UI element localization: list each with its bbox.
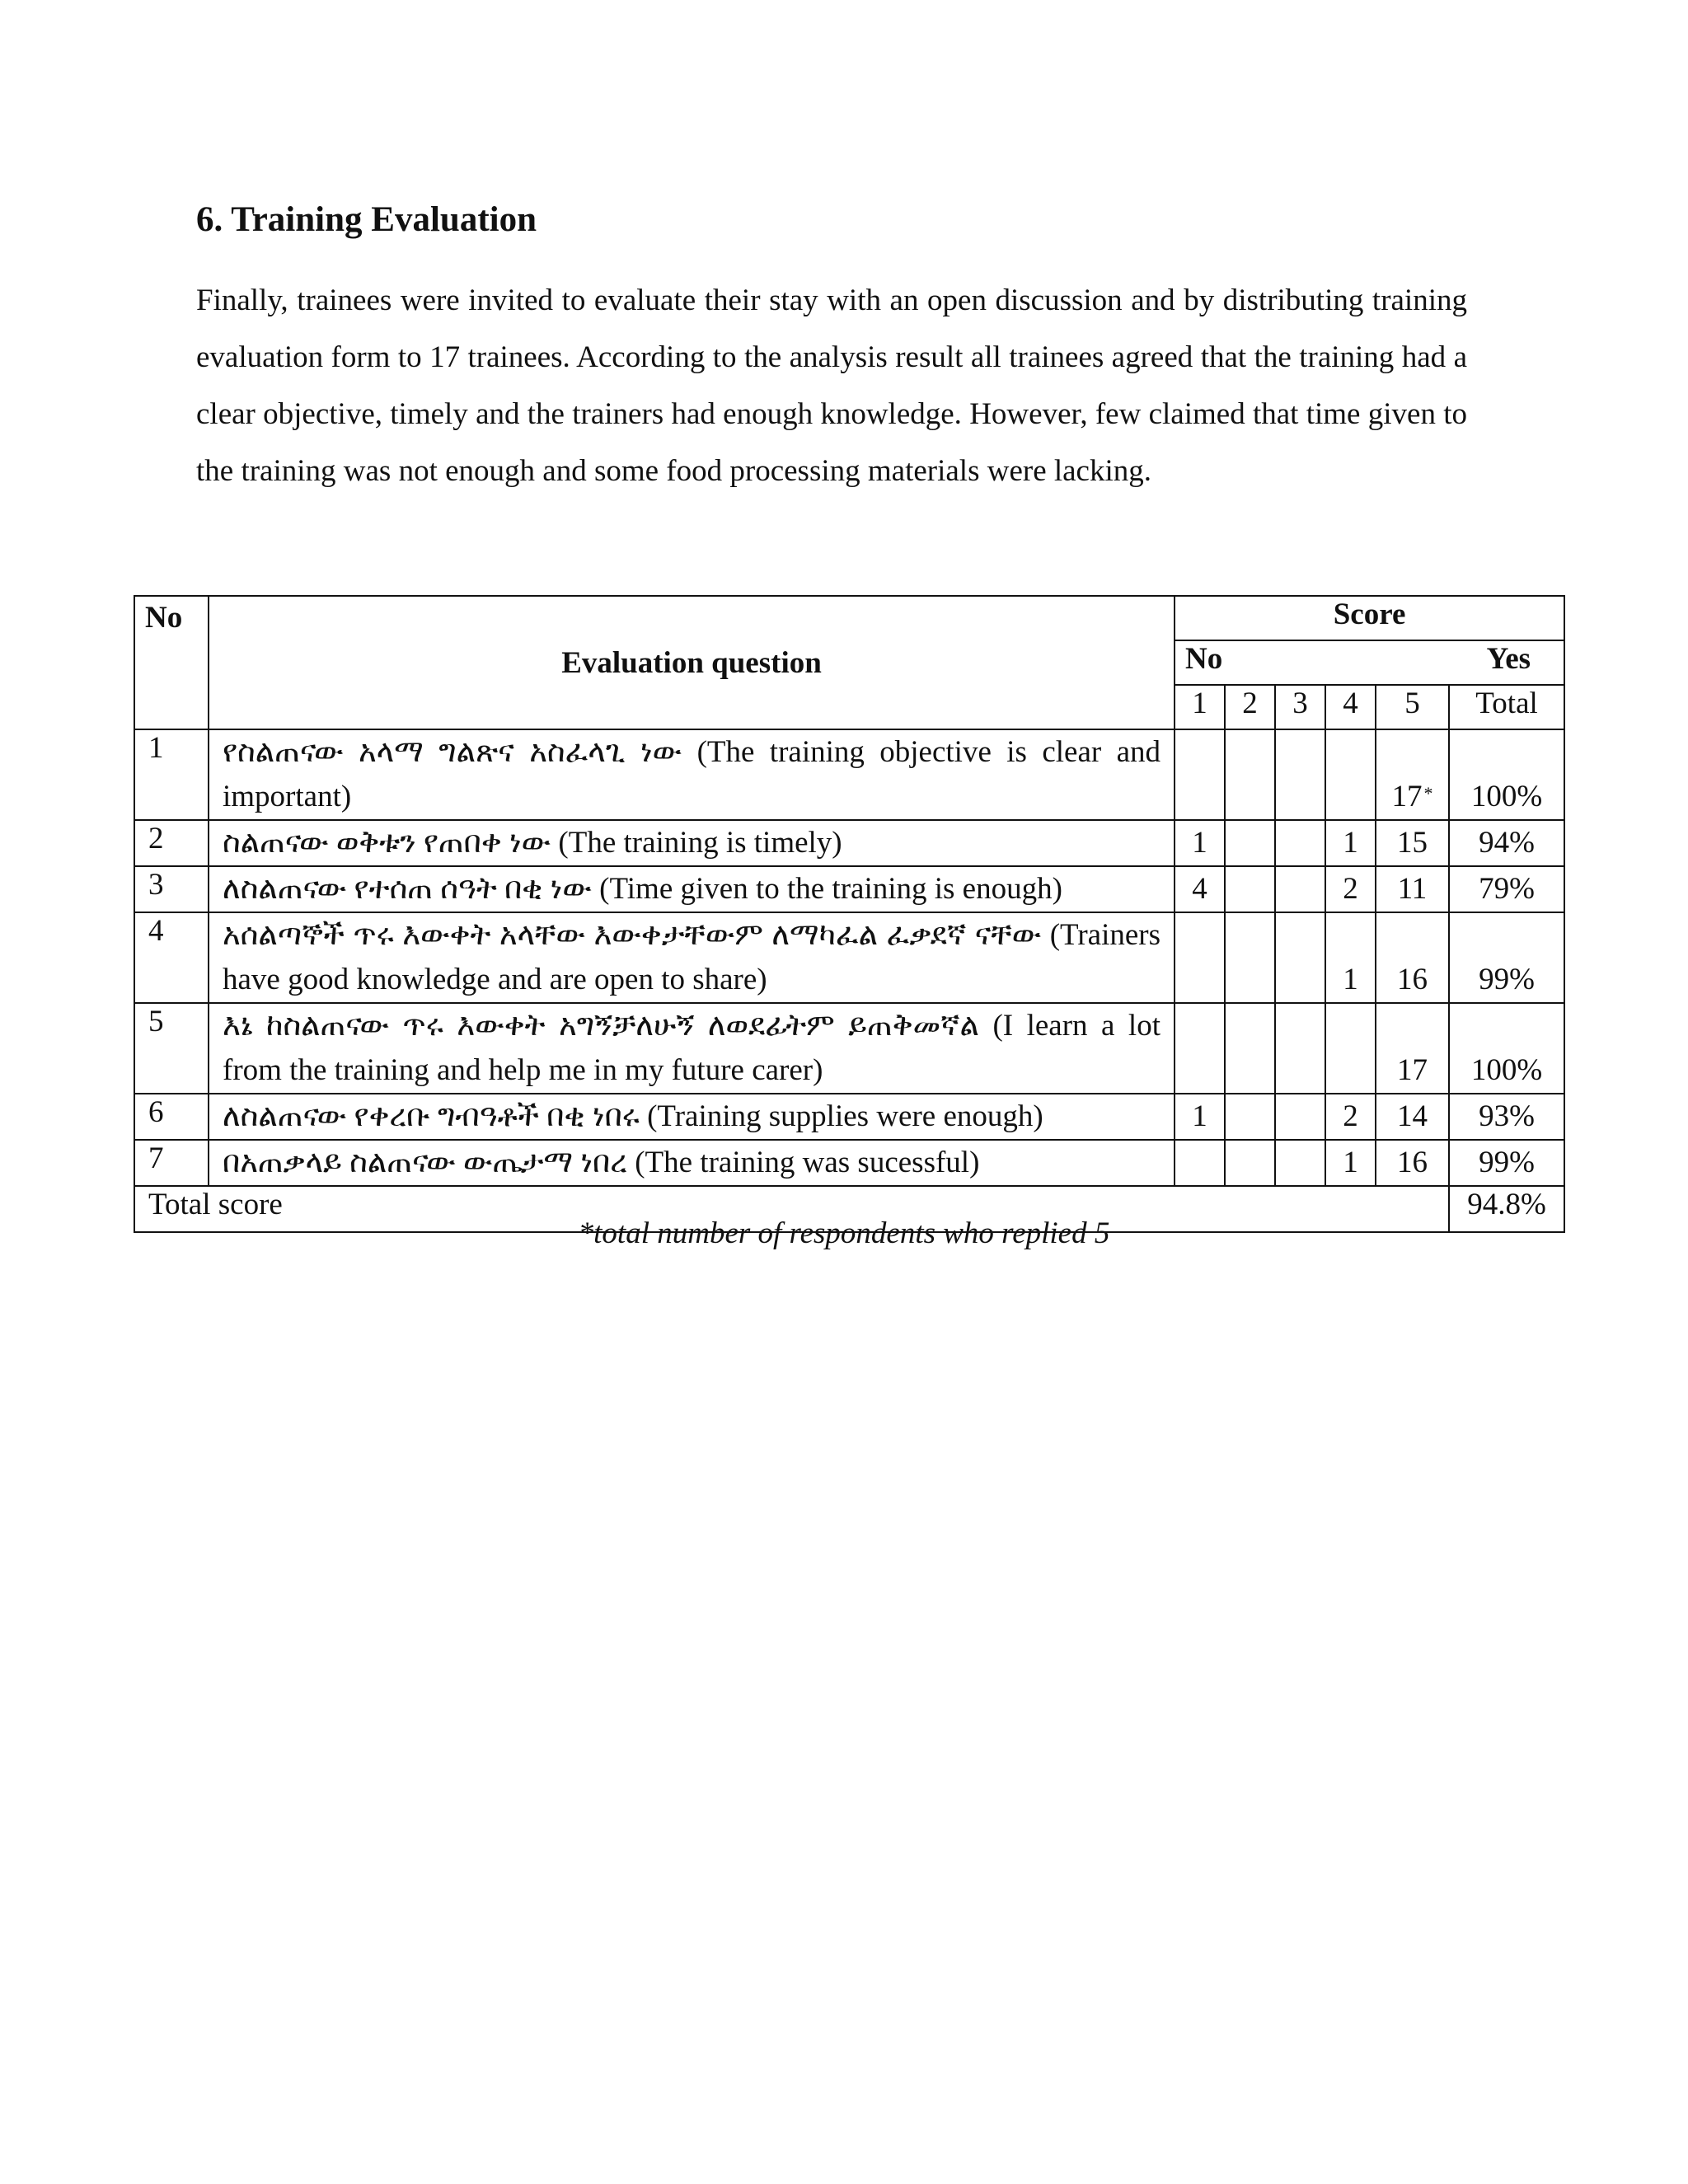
cell-score-4: 1 (1325, 1140, 1376, 1186)
cell-total: 94% (1449, 820, 1564, 866)
total-score-value: 94.8% (1449, 1186, 1564, 1232)
row-number: 5 (134, 1003, 209, 1094)
cell-score-5: 14 (1376, 1094, 1449, 1140)
cell-score-1 (1175, 912, 1225, 1003)
cell-score-5: 17 (1376, 1003, 1449, 1094)
row-number: 2 (134, 820, 209, 866)
cell-score-3 (1275, 1094, 1325, 1140)
header-scale-high: Yes (1486, 642, 1531, 676)
cell-score-3 (1275, 1140, 1325, 1186)
table-row (134, 866, 1564, 912)
table-row (134, 820, 1564, 866)
header-score-5: 5 (1376, 685, 1449, 729)
cell-score-3 (1275, 866, 1325, 912)
cell-score-2 (1225, 729, 1275, 820)
row-question: አሰልጣኞች ጥሩ እውቀት አላቸው እውቀታቸውም ለማካፈል ፈቃደኛ ናቸው (Trainers have good knowledge and are open to share) (209, 912, 1175, 1003)
row-question: በአጠቃላይ ስልጠናው ውጤታማ ነበረ (The training was sucessful) (209, 1140, 1175, 1186)
cell-total: 79% (1449, 866, 1564, 912)
table-row (134, 1003, 1564, 1094)
cell-total: 100% (1449, 1003, 1564, 1094)
row-number: 7 (134, 1140, 209, 1186)
cell-score-2 (1225, 866, 1275, 912)
row-question: ለስልጠናው የተሰጠ ሰዓት በቂ ነው (Time given to the training is enough) (209, 866, 1175, 912)
cell-score-1: 1 (1175, 1094, 1225, 1140)
row-number: 3 (134, 866, 209, 912)
header-scale-low: No (1185, 642, 1223, 676)
row-question: ለስልጠናው የቀረቡ ግብዓቶች በቂ ነበሩ (Training supplies were enough) (209, 1094, 1175, 1140)
cell-total: 99% (1449, 1140, 1564, 1186)
cell-score-5: 16 (1376, 912, 1449, 1003)
cell-score-4: 2 (1325, 1094, 1376, 1140)
table-row (134, 1140, 1564, 1186)
row-number: 6 (134, 1094, 209, 1140)
row-question: ስልጠናው ወቅቱን የጠበቀ ነው (The training is timely) (209, 820, 1175, 866)
cell-score-5: 16 (1376, 1140, 1449, 1186)
cell-score-5-value: 17 (1391, 780, 1423, 813)
cell-score-4: 1 (1325, 912, 1376, 1003)
header-score: Score (1175, 596, 1564, 640)
table-row (134, 1094, 1564, 1140)
row-question: እኔ ከስልጠናው ጥሩ እውቀት አግኝቻለሁኝ ለወደፊትም ይጠቅመኛል (I learn a lot from the training and help me in my future carer) (209, 1003, 1175, 1094)
cell-score-1: 4 (1175, 866, 1225, 912)
header-score-3: 3 (1275, 685, 1325, 729)
cell-score-4 (1325, 1003, 1376, 1094)
cell-score-1 (1175, 1140, 1225, 1186)
cell-score-4: 1 (1325, 820, 1376, 866)
row-question: የስልጠናው አላማ ግልጽና አስፈላጊ ነው (The training objective is clear and important) (209, 729, 1175, 820)
cell-score-2 (1225, 1003, 1275, 1094)
cell-score-2 (1225, 912, 1275, 1003)
section-heading: 6. Training Evaluation (196, 200, 537, 239)
cell-score-1: 1 (1175, 820, 1225, 866)
cell-score-3 (1275, 820, 1325, 866)
total-score-label: Total score (134, 1186, 1449, 1232)
cell-score-2 (1225, 1094, 1275, 1140)
cell-total: 99% (1449, 912, 1564, 1003)
intro-paragraph: Finally, trainees were invited to evaluate their stay with an open discussion and by distributing training evaluation form to 17 trainees. According to the analysis result all trainees agreed that the training had a clear objective, timely and the trainers had enough knowledge. However, few claimed that time given to the training was not enough and some food processing materials were lacking. (196, 284, 1467, 488)
row-number: 1 (134, 729, 209, 820)
header-score-2: 2 (1225, 685, 1275, 729)
cell-score-5 (1376, 729, 1449, 820)
cell-score-1 (1175, 1003, 1225, 1094)
cell-score-5: 15 (1376, 820, 1449, 866)
footnote-marker: * (1423, 783, 1433, 804)
table-row (134, 912, 1564, 1003)
header-question: Evaluation question (209, 596, 1175, 729)
evaluation-table (134, 595, 1565, 1233)
cell-score-5: 11 (1376, 866, 1449, 912)
row-number: 4 (134, 912, 209, 1003)
cell-score-1 (1175, 729, 1225, 820)
cell-score-3 (1275, 912, 1325, 1003)
cell-score-3 (1275, 729, 1325, 820)
header-no: No (134, 596, 209, 729)
header-scale (1175, 640, 1564, 685)
header-total: Total (1449, 685, 1564, 729)
table-footnote: *total number of respondents who replied 5 (578, 1216, 1110, 1250)
header-score-1: 1 (1175, 685, 1225, 729)
cell-score-2 (1225, 1140, 1275, 1186)
cell-score-2 (1225, 820, 1275, 866)
cell-score-3 (1275, 1003, 1325, 1094)
header-score-4: 4 (1325, 685, 1376, 729)
table-row (134, 729, 1564, 820)
cell-total: 100% (1449, 729, 1564, 820)
cell-score-4 (1325, 729, 1376, 820)
cell-score-4: 2 (1325, 866, 1376, 912)
cell-total: 93% (1449, 1094, 1564, 1140)
